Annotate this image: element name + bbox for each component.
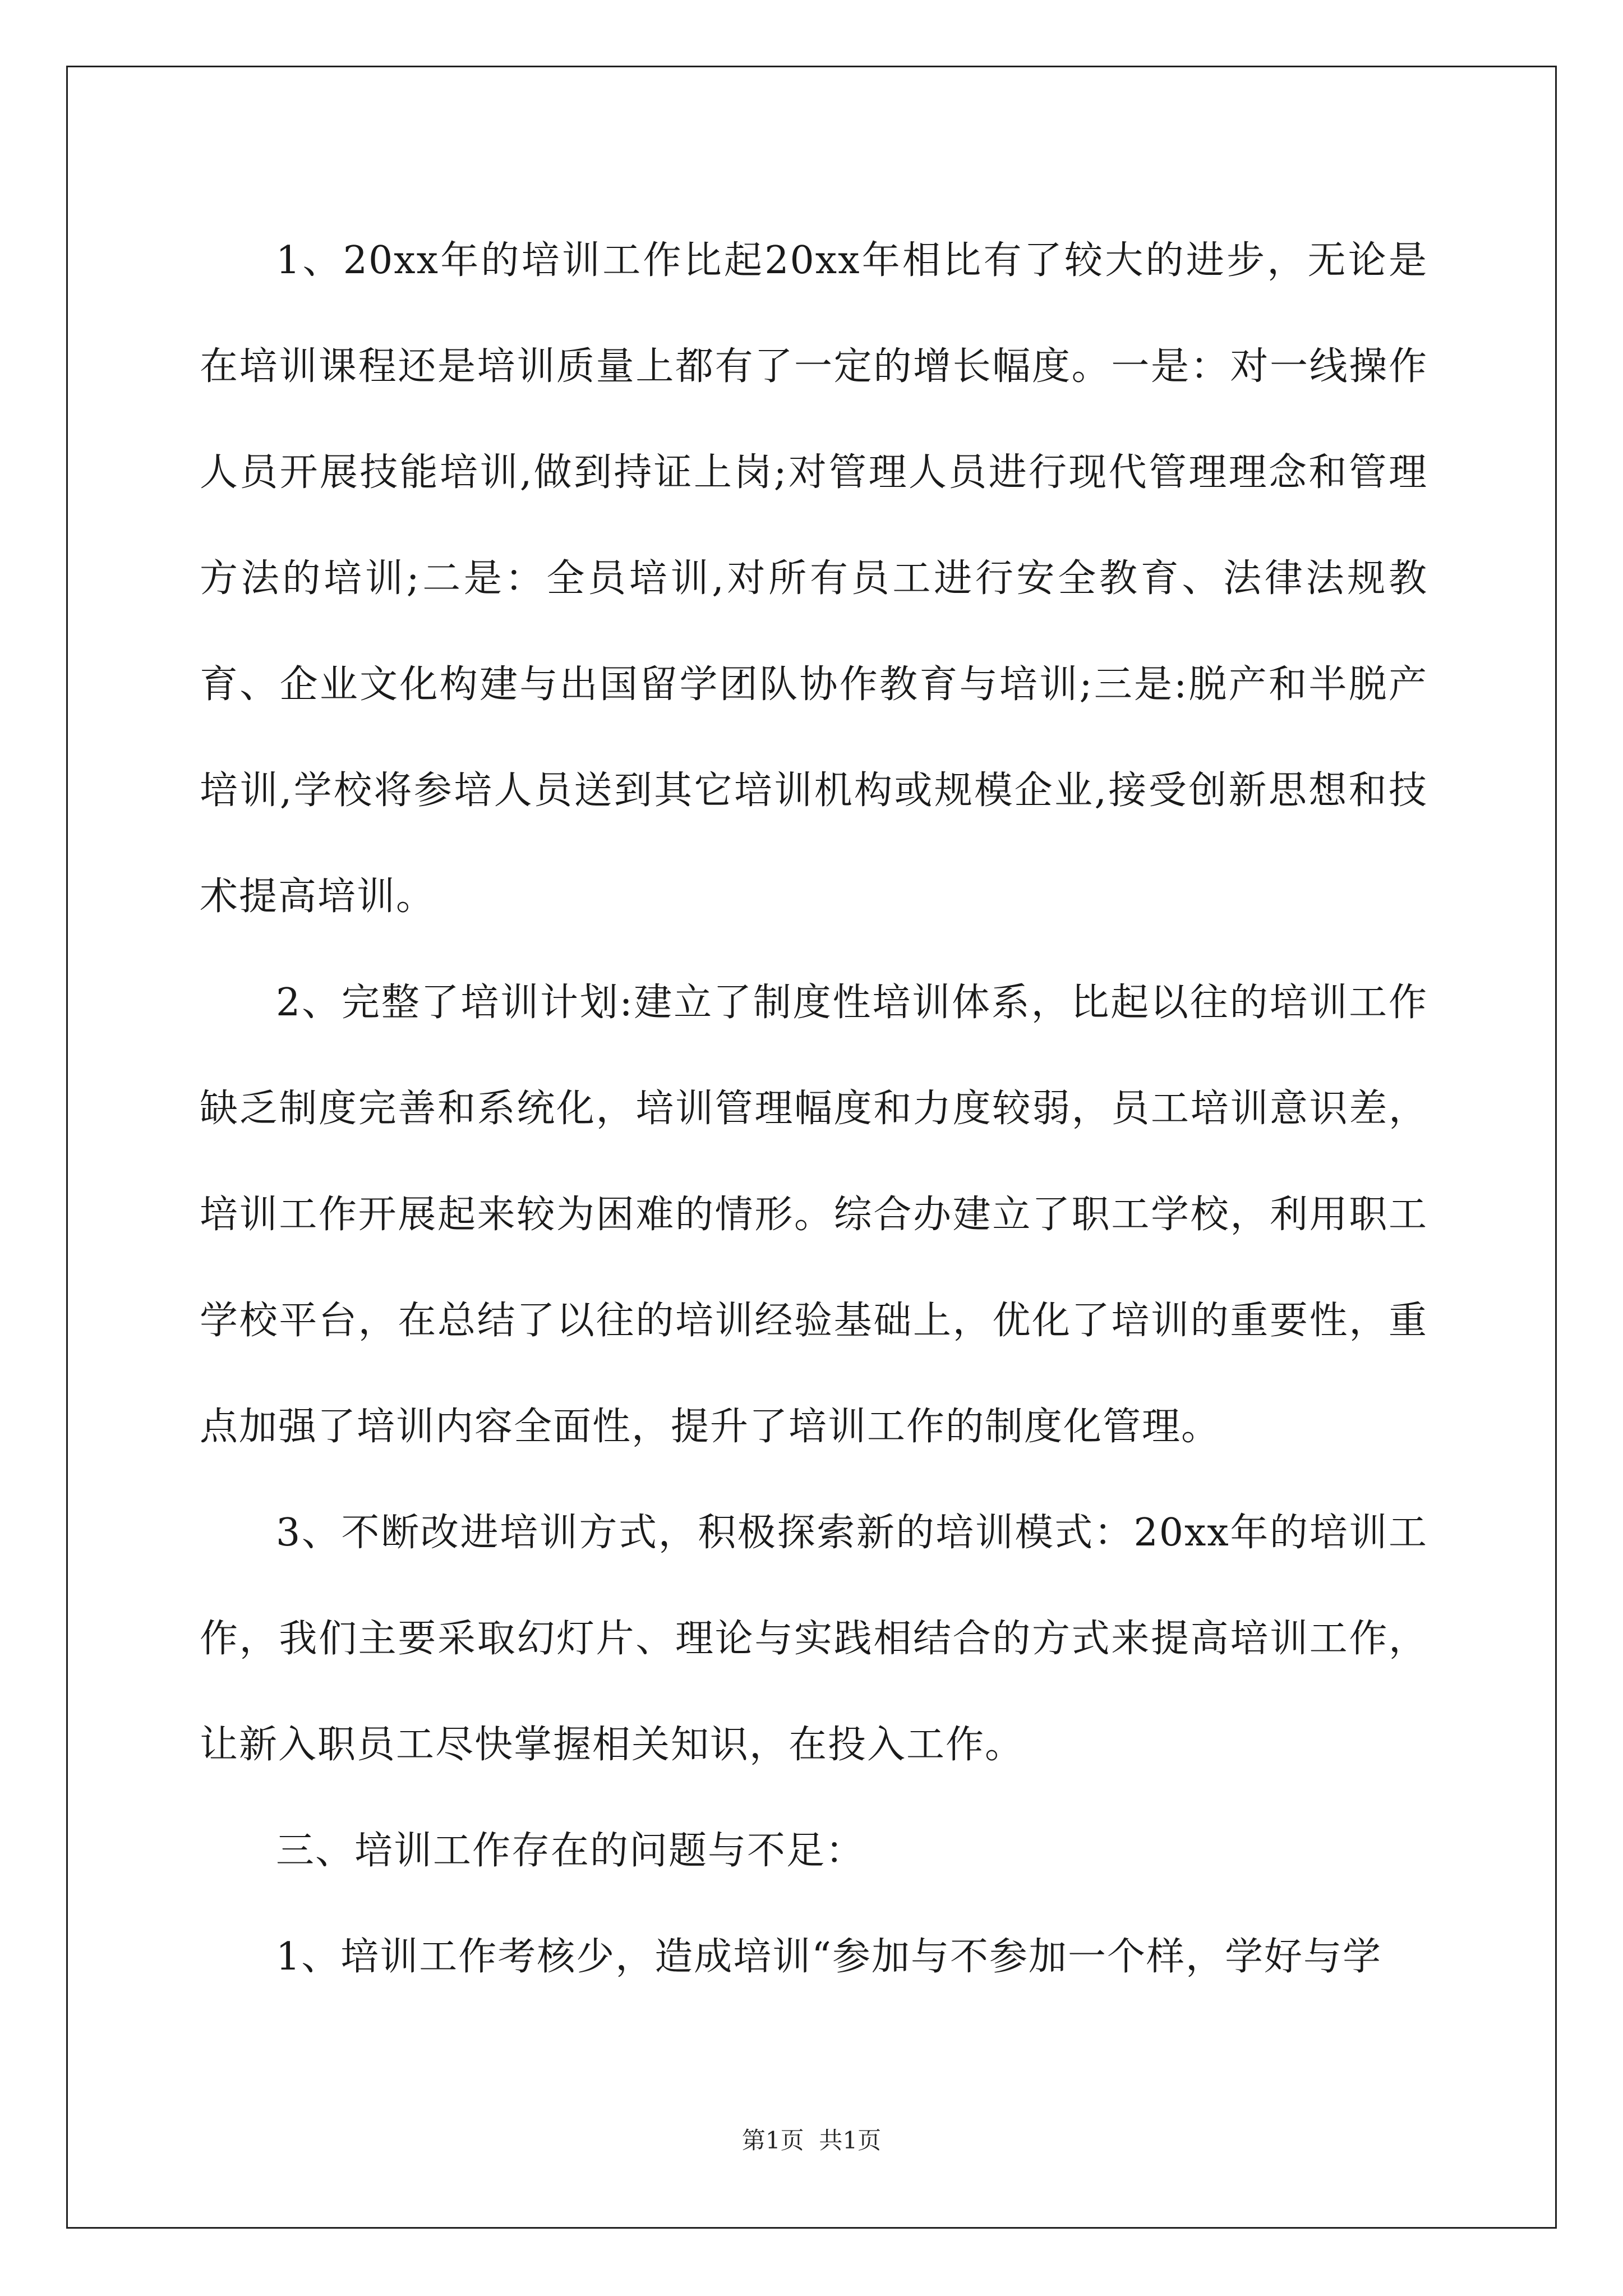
paragraph-2: 2、完整了培训计划:建立了制度性培训体系，比起以往的培训工作缺乏制度完善和系统化，培训管理幅度和力度较弱，员工培训意识差，培训工作开展起来较为困难的情形。综合办建立了职工学校，利用职工学校平台，在总结了以往的培训经验基础上，优化了培训的重要性，重点加强了培训内容全面性，提升了培训工作的制度化管理。 [200, 981, 1428, 1449]
paragraph-1: 1、20xx年的培训工作比起20xx年相比有了较大的进步，无论是在培训课程还是培训质量上都有了一定的增长幅度。一是：对一线操作人员开展技能培训,做到持证上岗;对管理人员进行现代管理理念和管理方法的培训;二是：全员培训,对所有员工进行安全教育、法律法规教育、企业文化构建与出国留学团队协作教育与培训;三是:脱产和半脱产培训,学校将参培人员送到其它培训机构或规模企业,接受创新思想和技术提高培训。 [200, 238, 1428, 919]
paragraph-4: 1、培训工作考核少，造成培训“参加与不参加一个样，学好与学 [276, 1935, 1382, 1979]
section-heading: 三、培训工作存在的问题与不足： [276, 1829, 865, 1873]
page-footer: 第1页 共1页 [741, 2127, 882, 2154]
paragraph-3: 3、不断改进培训方式，积极探索新的培训模式：20xx年的培训工作，我们主要采取幻灯片、理论与实践相结合的方式来提高培训工作，让新入职员工尽快掌握相关知识，在投入工作。 [200, 1511, 1428, 1767]
document-body [200, 208, 1428, 2010]
